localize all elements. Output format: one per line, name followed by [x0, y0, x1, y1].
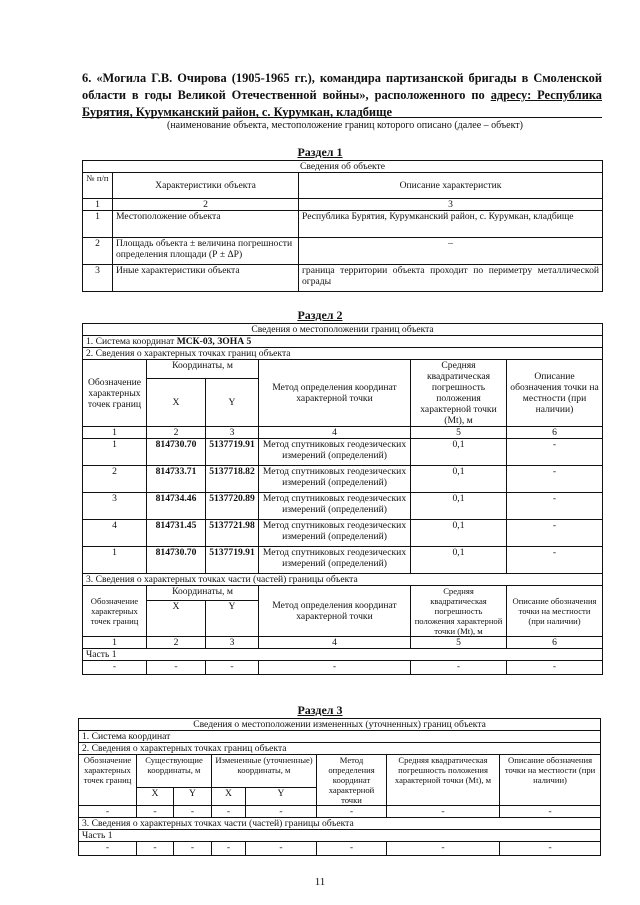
- s3-head-changed: Измененные (уточненные) координаты, м: [212, 755, 317, 788]
- s2-r3-x: 814734.46: [147, 493, 206, 520]
- table-row: [79, 842, 601, 856]
- s2-r3-y: 5137720.89: [206, 493, 259, 520]
- s1-row1-num: 1: [83, 211, 113, 238]
- section2-title: Раздел 2: [297, 308, 343, 322]
- section1-caption: Сведения об объекте: [83, 161, 603, 173]
- s2-head-coords: Координаты, м: [147, 360, 259, 379]
- s2-part-dash-2: -: [147, 661, 206, 675]
- s1-row2-char: Площадь объекта ± величина погрешности определения площади (Р ± ΔР): [113, 238, 299, 265]
- s2-idx-4: 4: [259, 427, 411, 439]
- s2b-head-desc: Описание обозначения точки на местности (при наличии): [507, 586, 603, 637]
- s1-idx-3: 3: [299, 199, 603, 211]
- s2b-head-coords: Координаты, м: [147, 586, 259, 601]
- s2-sub2: 2. Сведения о характерных точках границ объекта: [83, 348, 603, 360]
- table-row: [83, 211, 603, 238]
- table-row: [83, 520, 603, 547]
- s3-dash-1: -: [79, 806, 137, 818]
- table-row: [83, 547, 603, 574]
- s3-head-exist: Существующие координаты, м: [137, 755, 212, 788]
- s3-part1: Часть 1: [79, 830, 601, 842]
- s2b-head-err: Средняя квадратическая погрешность положения характерной точки (Mt), м: [411, 586, 507, 637]
- s2-sub3: 3. Сведения о характерных точках части (частей) границы объекта: [83, 574, 603, 586]
- s3-sub1: 1. Система координат: [79, 731, 601, 743]
- s2-head-x: X: [147, 378, 206, 426]
- s2b-head-x: X: [147, 600, 206, 636]
- s2-head-desc: Описание обозначения точки на местности (при наличии): [507, 360, 603, 427]
- s1-row2-desc: –: [299, 238, 603, 265]
- s3-part-dash-7: -: [387, 842, 500, 856]
- s1-row3-num: 3: [83, 265, 113, 292]
- object-heading-main: 6. «Могила Г.В. Очирова (1905-1965 гг.), командира партизанской бригады в Смоленской области в годы Великой Отечественной войны», расположенного по: [82, 71, 602, 102]
- table-row: [83, 493, 603, 520]
- s1-idx-2: 2: [113, 199, 299, 211]
- table-row: [79, 806, 601, 818]
- s2-head-point: Обозначение характерных точек границ: [83, 360, 147, 427]
- s2-part-dash-3: -: [206, 661, 259, 675]
- s2-r2-method: Метод спутниковых геодезических измерений (определений): [259, 466, 411, 493]
- page-number: 11: [314, 876, 326, 888]
- s2-r5-x: 814730.70: [147, 547, 206, 574]
- s2-r4-x: 814731.45: [147, 520, 206, 547]
- s2-idx-6: 6: [507, 427, 603, 439]
- s2-r2-err: 0,1: [411, 466, 507, 493]
- s1-row3-desc: граница территории объекта проходит по периметру металлической ограды: [299, 265, 603, 292]
- s2-part-dash-5: -: [411, 661, 507, 675]
- s2b-head-method: Метод определения координат характерной точки: [259, 586, 411, 637]
- s2-r5-method: Метод спутниковых геодезических измерений (определений): [259, 547, 411, 574]
- s3-dash-4: -: [212, 806, 246, 818]
- s2-idx-2: 2: [147, 427, 206, 439]
- s2-idx-1: 1: [83, 427, 147, 439]
- s2-head-err: Средняя квадратическая погрешность положения характерной точки (Mt), м: [411, 360, 507, 427]
- s1-idx-1: 1: [83, 199, 113, 211]
- s3-head-point: Обозначение характерных точек границ: [79, 755, 137, 806]
- s2b-head-y: Y: [206, 600, 259, 636]
- s1-head-char: Характеристики объекта: [113, 173, 299, 199]
- table-row: [83, 466, 603, 493]
- s2-r5-err: 0,1: [411, 547, 507, 574]
- s2-r1-x: 814730.70: [147, 439, 206, 466]
- s2-r1-point: 1: [83, 439, 147, 466]
- s3-part-dash-1: -: [79, 842, 137, 856]
- s3-dash-5: -: [246, 806, 317, 818]
- s3-dash-6: -: [317, 806, 387, 818]
- s1-row1-char: Местоположение объекта: [113, 211, 299, 238]
- s2-part1: Часть 1: [83, 649, 603, 661]
- object-heading: [82, 70, 602, 121]
- s2-idx-5: 5: [411, 427, 507, 439]
- s3-part-dash-3: -: [174, 842, 212, 856]
- s1-row2-num: 2: [83, 238, 113, 265]
- s3-part-dash-5: -: [246, 842, 317, 856]
- s2-coord-system-value: МСК-03, ЗОНА 5: [176, 336, 252, 347]
- s3-part-dash-8: -: [500, 842, 601, 856]
- s2-r3-method: Метод спутниковых геодезических измерений (определений): [259, 493, 411, 520]
- s3-head-exist-y: Y: [174, 788, 212, 806]
- s2-r4-y: 5137721.98: [206, 520, 259, 547]
- s2-r4-err: 0,1: [411, 520, 507, 547]
- s2-r5-point: 1: [83, 547, 147, 574]
- section3-table: [78, 718, 601, 856]
- s3-head-changed-y: Y: [246, 788, 317, 806]
- heading-rule: [82, 117, 602, 118]
- s3-sub3: 3. Сведения о характерных точках части (частей) границы объекта: [79, 818, 601, 830]
- s2b-idx-5: 5: [411, 637, 507, 649]
- s2-r1-method: Метод спутниковых геодезических измерений (определений): [259, 439, 411, 466]
- s1-head-desc: Описание характеристик: [299, 173, 603, 199]
- s2-part-dash-1: -: [83, 661, 147, 675]
- s1-row3-char: Иные характеристики объекта: [113, 265, 299, 292]
- s2b-idx-2: 2: [147, 637, 206, 649]
- table-row: [83, 661, 603, 675]
- s3-head-method: Метод определения координат характерной точки: [317, 755, 387, 806]
- section2-caption: Сведения о местоположении границ объекта: [83, 324, 603, 336]
- section3-title: Раздел 3: [297, 703, 343, 717]
- s2-r2-point: 2: [83, 466, 147, 493]
- s2-part-dash-6: -: [507, 661, 603, 675]
- s2-r3-err: 0,1: [411, 493, 507, 520]
- section1-table: [82, 160, 603, 292]
- s3-sub2: 2. Сведения о характерных точках границ объекта: [79, 743, 601, 755]
- s2b-idx-1: 1: [83, 637, 147, 649]
- s2-r2-y: 5137718.82: [206, 466, 259, 493]
- section3-caption: Сведения о местоположении измененных (уточненных) границ объекта: [79, 719, 601, 731]
- s3-head-err: Средняя квадратическая погрешность положения характерной точки (Mt), м: [387, 755, 500, 806]
- heading-subnote: (наименование объекта, местоположение границ которого описано (далее – объект): [166, 120, 524, 131]
- s2-r2-x: 814733.71: [147, 466, 206, 493]
- s2b-idx-4: 4: [259, 637, 411, 649]
- s2-r1-y: 5137719.91: [206, 439, 259, 466]
- s2-r1-err: 0,1: [411, 439, 507, 466]
- s2-r2-desc: -: [507, 466, 603, 493]
- s2-r5-y: 5137719.91: [206, 547, 259, 574]
- s3-head-changed-x: X: [212, 788, 246, 806]
- s2b-idx-3: 3: [206, 637, 259, 649]
- s2b-head-point: Обозначение характерных точек границ: [83, 586, 147, 637]
- s2-r3-desc: -: [507, 493, 603, 520]
- object-heading-address: адресу: Республика Бурятия, Курумканский район, с. Курумкан, кладбище: [82, 88, 602, 119]
- s3-part-dash-6: -: [317, 842, 387, 856]
- s3-part-dash-4: -: [212, 842, 246, 856]
- s2-r5-desc: -: [507, 547, 603, 574]
- table-row: [83, 238, 603, 265]
- section2-table: [82, 323, 603, 675]
- s2-r4-point: 4: [83, 520, 147, 547]
- s3-head-exist-x: X: [137, 788, 174, 806]
- s1-head-num: № п/п: [83, 173, 113, 199]
- s2-r4-method: Метод спутниковых геодезических измерений (определений): [259, 520, 411, 547]
- s2-part-dash-4: -: [259, 661, 411, 675]
- s1-row1-desc: Республика Бурятия, Курумканский район, с. Курумкан, кладбище: [299, 211, 603, 238]
- s3-dash-8: -: [500, 806, 601, 818]
- s2-coord-system: [83, 336, 603, 348]
- section1-title: Раздел 1: [297, 145, 343, 159]
- s2-head-method: Метод определения координат характерной точки: [259, 360, 411, 427]
- s2-r1-desc: -: [507, 439, 603, 466]
- s2-coord-system-label: 1. Система координат: [86, 336, 177, 347]
- s3-dash-2: -: [137, 806, 174, 818]
- s3-part-dash-2: -: [137, 842, 174, 856]
- s2b-idx-6: 6: [507, 637, 603, 649]
- s3-dash-7: -: [387, 806, 500, 818]
- s2-idx-3: 3: [206, 427, 259, 439]
- s2-head-y: Y: [206, 378, 259, 426]
- s3-head-desc: Описание обозначения точки на местности (при наличии): [500, 755, 601, 806]
- table-row: [83, 439, 603, 466]
- s2-r4-desc: -: [507, 520, 603, 547]
- table-row: [83, 265, 603, 292]
- s3-dash-3: -: [174, 806, 212, 818]
- s2-r3-point: 3: [83, 493, 147, 520]
